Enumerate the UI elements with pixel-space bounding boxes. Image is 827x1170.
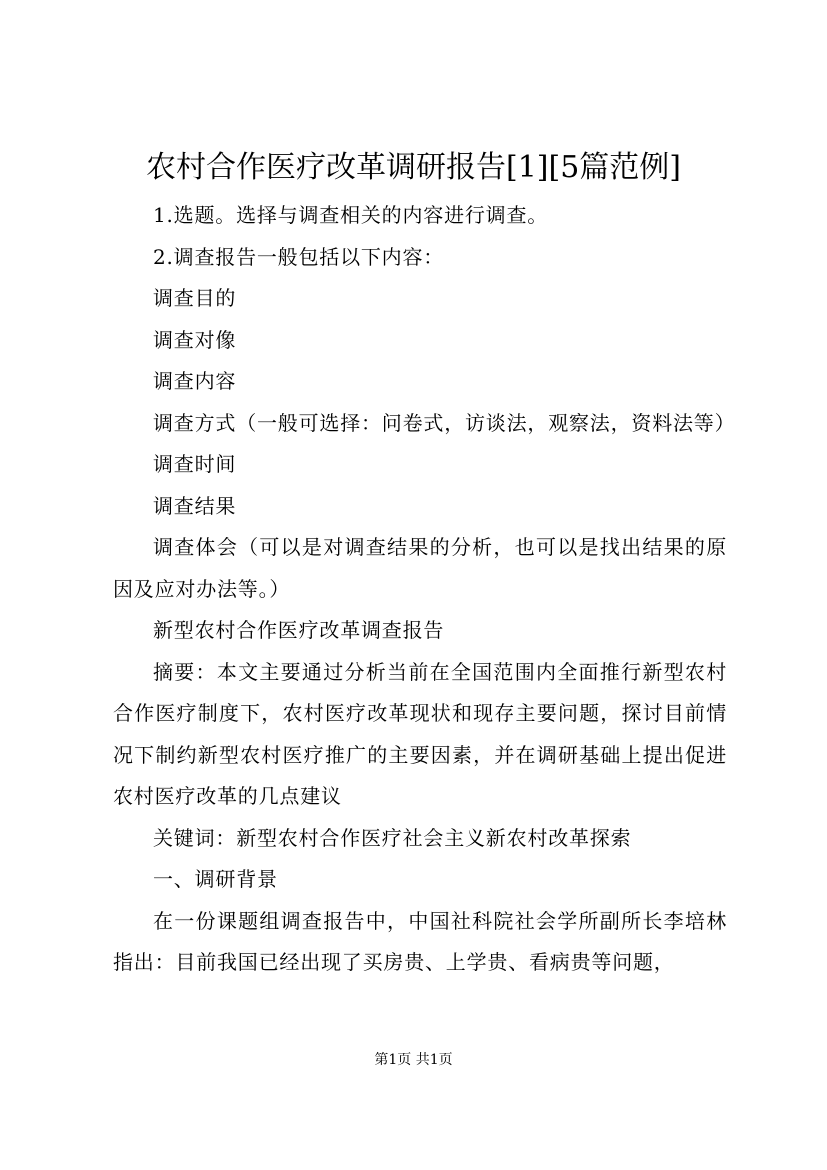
paragraph-result: 调查结果 — [153, 493, 237, 518]
paragraph-content: 调查内容 — [153, 369, 237, 393]
paragraph-report-title: 新型农村合作医疗改革调查报告 — [153, 618, 445, 642]
paragraph-keywords: 关键词：新型农村合作医疗社会主义新农村改革探索 — [153, 825, 632, 850]
paragraph-abstract: 摘要：本文主要通过分析当前在全国范围内全面推行新型农村合作医疗制度下，农村医疗改革现状和现存主要问题，探讨目前情况下制约新型农村医疗推广的主要因素，并在调研基础上提出促进农村医疗改革的几点建议 — [113, 659, 727, 808]
paragraph-background: 在一份课题组调查报告中，中国社科院社会学所副所长李培林指出：目前我国已经出现了买房贵、上学贵、看病贵等问题， — [113, 908, 727, 974]
paragraph-subject: 调查对像 — [153, 327, 237, 352]
document-title: 农村合作医疗改革调研报告[1][5篇范例] — [146, 150, 681, 185]
section-heading-background: 一、调研背景 — [153, 867, 278, 891]
paragraph-time: 调查时间 — [153, 452, 237, 476]
paragraph-purpose: 调查目的 — [153, 286, 237, 310]
paragraph-report-contents: 2.调查报告一般包括以下内容： — [153, 244, 445, 269]
paragraph-method: 调查方式（一般可选择：问卷式，访谈法，观察法，资料法等） — [153, 410, 736, 435]
page-footer: 第1页 共1页 — [374, 1052, 453, 1068]
document-body — [113, 195, 736, 984]
paragraph-experience: 调查体会（可以是对调查结果的分析，也可以是找出结果的原因及应对办法等。） — [113, 535, 727, 601]
paragraph-select-topic: 1.选题。选择与调查相关的内容进行调查。 — [153, 203, 549, 227]
